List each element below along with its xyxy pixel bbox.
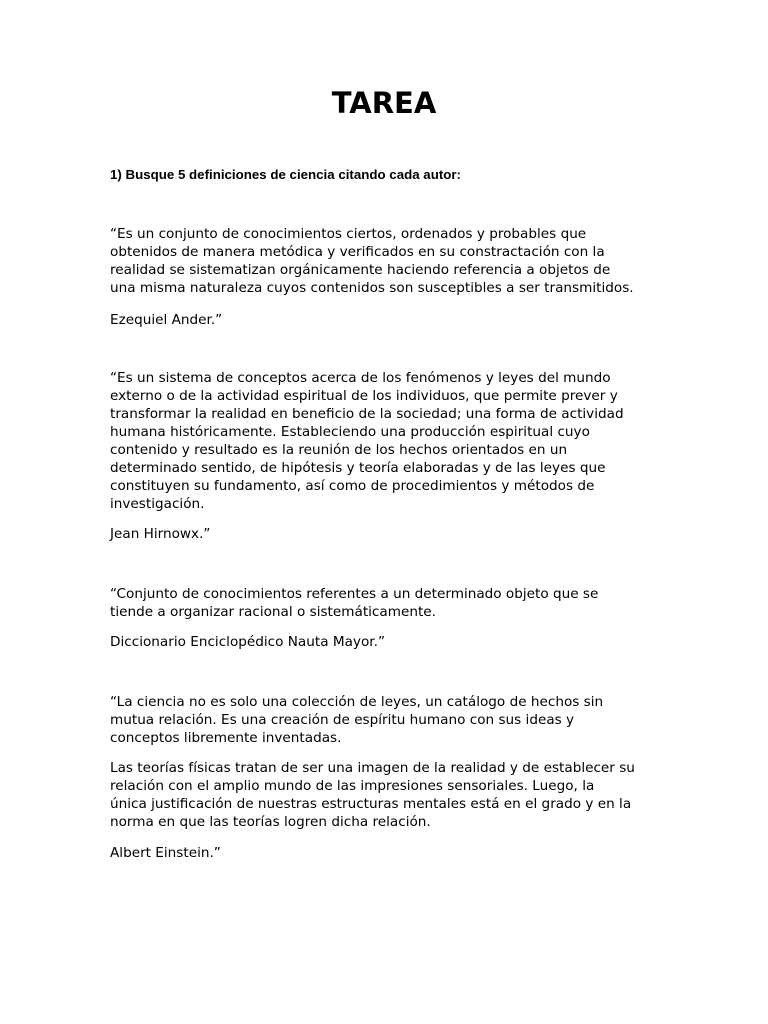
text-line: constituyen su fundamento, así como de procedimientos y métodos de	[110, 478, 595, 494]
text-line: norma en que las teorías logren dicha relación.	[110, 814, 431, 830]
text-line: realidad se sistematizan orgánicamente haciendo referencia a objetos de	[110, 262, 611, 278]
author-nauta	[110, 633, 670, 651]
author-ander	[110, 311, 670, 329]
text-line: Jean Hirnowx.”	[110, 526, 211, 542]
text-line: obtenidos de manera metódica y verificados en su constractación con la	[110, 244, 605, 260]
text-line: Diccionario Enciclopédico Nauta Mayor.”	[110, 634, 385, 650]
text-line: humana históricamente. Estableciendo una producción espiritual cuyo	[110, 424, 590, 440]
document-title: TAREA	[331, 86, 437, 120]
text-line: Las teorías físicas tratan de ser una imagen de la realidad y de establecer su	[110, 760, 635, 776]
text-line: investigación.	[110, 496, 205, 512]
text-line: una misma naturaleza cuyos contenidos son susceptibles a ser transmitidos.	[110, 280, 634, 296]
definition-einstein	[110, 693, 670, 747]
text-line: externo o de la actividad espiritual de los individuos, que permite prever y	[110, 388, 618, 404]
definition-hirnowx	[110, 369, 670, 513]
author-einstein	[110, 844, 670, 862]
text-line: transformar la realidad en beneficio de la sociedad; una forma de actividad	[110, 406, 624, 422]
text-line: Albert Einstein.”	[110, 845, 221, 861]
text-line: tiende a organizar racional o sistemáticamente.	[110, 604, 436, 620]
text-line: única justificación de nuestras estructuras mentales está en el grado y en la	[110, 796, 632, 812]
definition-nauta	[110, 585, 670, 621]
text-line: “La ciencia no es solo una colección de leyes, un catálogo de hechos sin	[110, 694, 604, 710]
text-line: contenido y resultado es la reunión de los hechos orientados en un	[110, 442, 568, 458]
text-line: determinado sentido, de hipótesis y teoría elaboradas y de las leyes que	[110, 460, 606, 476]
text-line: relación con el amplio mundo de las impresiones sensoriales. Luego, la	[110, 778, 595, 794]
text-line: mutua relación. Es una creación de espíritu humano con sus ideas y	[110, 712, 575, 728]
text-line: conceptos libremente inventadas.	[110, 730, 342, 746]
text-line: Ezequiel Ander.”	[110, 312, 223, 328]
definition-ander	[110, 225, 670, 297]
author-hirnowx	[110, 525, 670, 543]
text-line: “Es un conjunto de conocimientos ciertos, ordenados y probables que	[110, 226, 587, 242]
text-line: “Conjunto de conocimientos referentes a un determinado objeto que se	[110, 586, 599, 602]
question-heading: 1) Busque 5 definiciones de ciencia citando cada autor:	[110, 167, 461, 182]
text-line: “Es un sistema de conceptos acerca de los fenómenos y leyes del mundo	[110, 370, 611, 386]
definition-einstein-continued	[110, 759, 670, 831]
